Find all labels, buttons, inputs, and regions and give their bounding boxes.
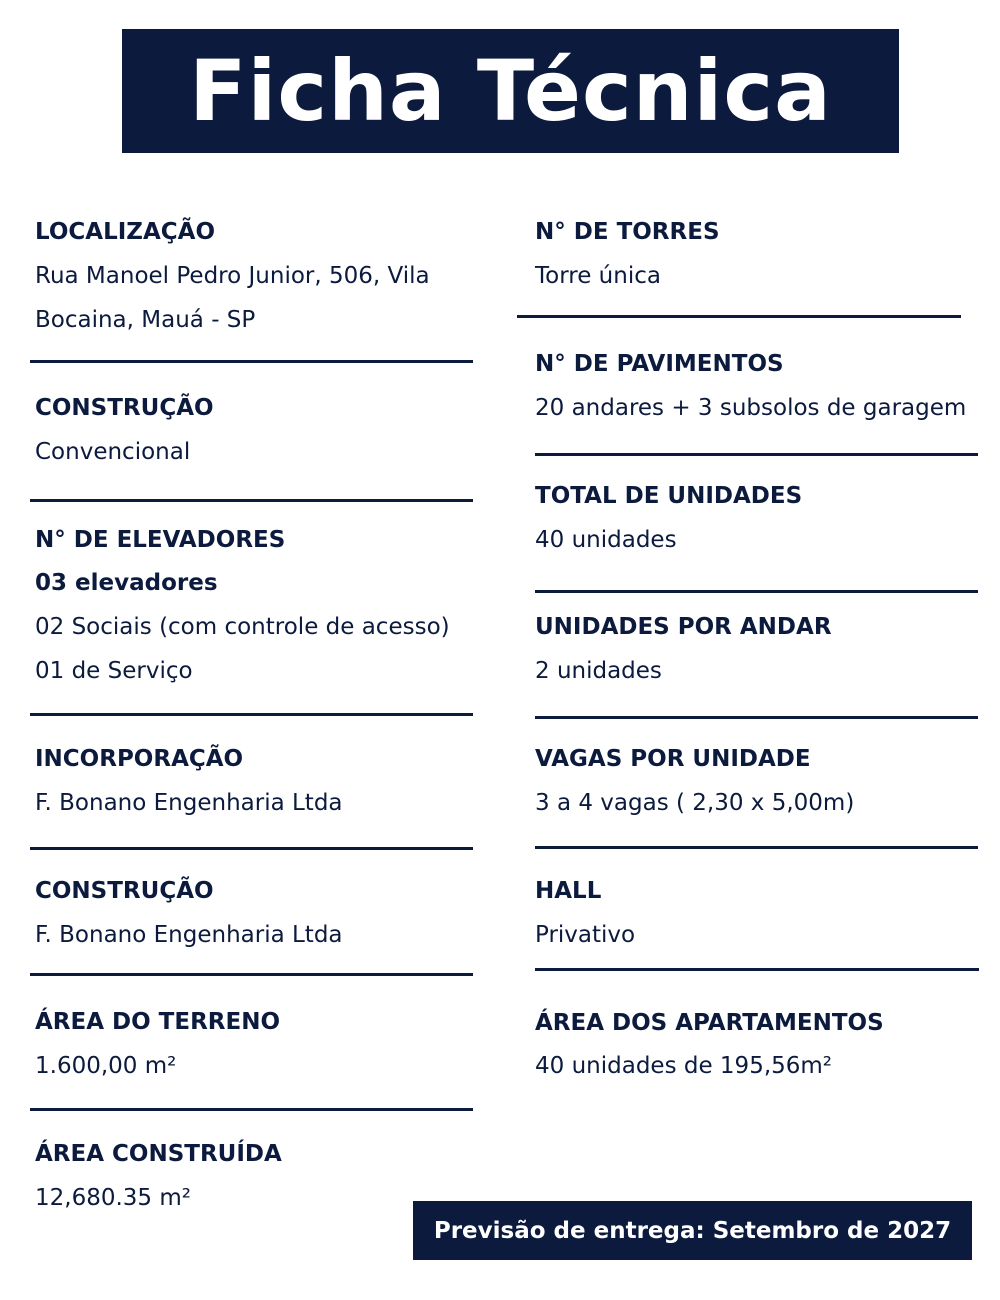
divider-hall xyxy=(535,968,979,971)
divider-parking xyxy=(535,846,978,849)
divider-land-area xyxy=(30,1108,473,1111)
towers-value: Torre única xyxy=(535,263,661,289)
divider-developer xyxy=(30,847,473,850)
elevators-label: N° DE ELEVADORES xyxy=(35,527,286,553)
elevators-detail xyxy=(35,605,450,693)
built-area-value: 12,680.35 m² xyxy=(35,1185,191,1211)
construction-type-value: Convencional xyxy=(35,439,191,465)
divider-construction-type xyxy=(30,499,473,502)
elevators-total: 03 elevadores xyxy=(35,570,218,596)
elevators-service: 01 de Serviço xyxy=(35,658,193,684)
floors-value: 20 andares + 3 subsolos de garagem xyxy=(535,395,967,421)
divider-elevators xyxy=(30,713,473,716)
apartment-area-label: ÁREA DOS APARTAMENTOS xyxy=(535,1010,884,1036)
units-per-floor-value: 2 unidades xyxy=(535,658,662,684)
towers-label: N° DE TORRES xyxy=(535,219,720,245)
hall-value: Privativo xyxy=(535,922,636,948)
developer-value: F. Bonano Engenharia Ltda xyxy=(35,790,343,816)
delivery-forecast: Previsão de entrega: Setembro de 2027 xyxy=(413,1201,972,1260)
parking-value: 3 a 4 vagas ( 2,30 x 5,00m) xyxy=(535,790,855,816)
built-area-label: ÁREA CONSTRUÍDA xyxy=(35,1141,282,1167)
location-value xyxy=(35,254,430,342)
divider-towers xyxy=(517,315,961,318)
divider-location xyxy=(30,360,473,363)
location-label: LOCALIZAÇÃO xyxy=(35,219,215,245)
location-line-2: Bocaina, Mauá - SP xyxy=(35,307,256,333)
elevators-social: 02 Sociais (com controle de acesso) xyxy=(35,614,450,640)
divider-builder xyxy=(30,973,473,976)
title-banner xyxy=(122,29,899,153)
land-area-value: 1.600,00 m² xyxy=(35,1053,177,1079)
hall-label: HALL xyxy=(535,878,602,904)
parking-label: VAGAS POR UNIDADE xyxy=(535,746,811,772)
developer-label: INCORPORAÇÃO xyxy=(35,746,244,772)
builder-value: F. Bonano Engenharia Ltda xyxy=(35,922,343,948)
floors-label: N° DE PAVIMENTOS xyxy=(535,351,784,377)
total-units-label: TOTAL DE UNIDADES xyxy=(535,483,803,509)
land-area-label: ÁREA DO TERRENO xyxy=(35,1009,281,1035)
page-title: Ficha Técnica xyxy=(189,42,832,140)
divider-floors xyxy=(535,453,978,456)
builder-label: CONSTRUÇÃO xyxy=(35,878,214,904)
location-line-1: Rua Manoel Pedro Junior, 506, Vila xyxy=(35,263,430,289)
total-units-value: 40 unidades xyxy=(535,527,677,553)
construction-type-label: CONSTRUÇÃO xyxy=(35,395,214,421)
divider-total-units xyxy=(535,590,978,593)
divider-units-per-floor xyxy=(535,716,978,719)
apartment-area-value: 40 unidades de 195,56m² xyxy=(535,1053,833,1079)
units-per-floor-label: UNIDADES POR ANDAR xyxy=(535,614,832,640)
